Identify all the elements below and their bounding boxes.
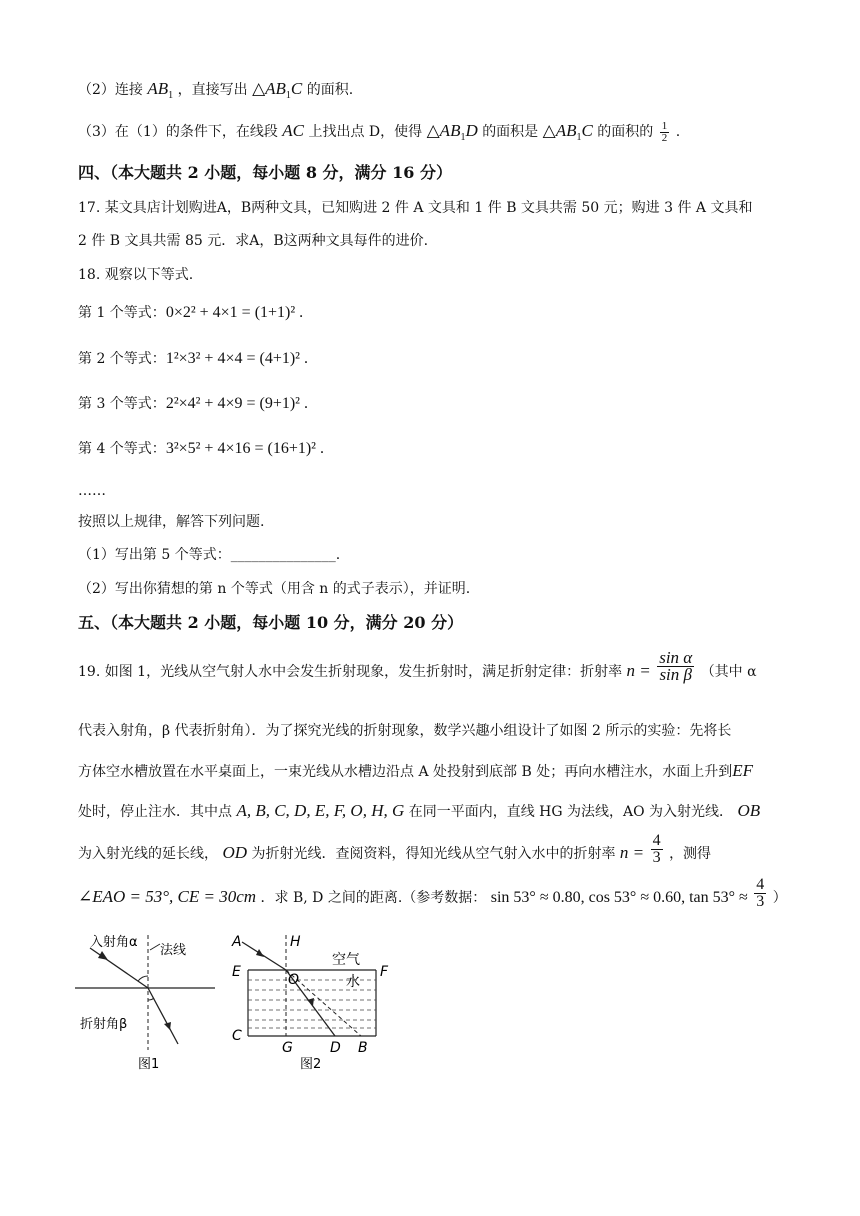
q19-line1-text-b: （其中 α [700, 664, 757, 680]
section5-heading: 五、（本大题共 2 小题，每小题 10 分，满分 20 分） [78, 613, 464, 632]
fraction-numerator: 4 [756, 875, 765, 893]
q18-rule: 按照以上规律，解答下列问题. [78, 514, 265, 530]
refracted-ray [148, 988, 178, 1044]
eq-expression: 2²×4² + 4×9 = (9+1)² . [165, 395, 308, 412]
q19-n-symbol2: n = [619, 843, 645, 862]
q16-part3-triangle2-sub: 1 [576, 131, 582, 143]
refracted-arrow-icon [164, 1022, 171, 1030]
normal-label-leader [150, 944, 160, 950]
q18-eq2 [78, 348, 308, 370]
q16-part2-text-c: 的面积. [306, 82, 354, 98]
q17-line2: 2 件 B 文具共需 85 元．求A，B这两种文具每件的进价. [78, 233, 429, 249]
q16-part3-text-a: （3）在（1）的条件下，在线段 [78, 124, 278, 140]
label-o: O [288, 972, 300, 988]
q19-line4 [78, 800, 760, 823]
figure-1-caption: 图1 [138, 1057, 160, 1072]
eq-label: 第 2 个等式： [78, 351, 166, 367]
q18-dots: …… [78, 483, 106, 499]
q16-part2-triangle: △AB [252, 79, 286, 98]
q16-part3 [78, 120, 680, 149]
incident-arrow-icon [98, 951, 108, 960]
eq-label: 第 3 个等式： [78, 396, 166, 412]
q18-part1: （1）写出第 5 个等式：_______________. [78, 547, 341, 563]
q19-line1-text: 19. 如图 1，光线从空气射人水中会发生折射现象，发生折射时，满足折射定律：折射率 [78, 664, 623, 680]
q19-ef: EF [732, 761, 753, 780]
q19-line5 [78, 831, 712, 866]
incidence-angle-arc [138, 976, 148, 981]
q18-eq4 [78, 438, 324, 460]
q19-line4-text-b: 在同一平面内，直线 HG 为法线，AO 为入射光线． [408, 804, 734, 820]
q19-line2: 代表入射角，β 代表折射角）．为了探究光线的折射现象，数学兴趣小组设计了如图 2 所示的实验：先将长 [78, 723, 732, 739]
q19-n-fraction [651, 833, 663, 866]
q19-measurement: ∠EAO = 53°, CE = 30cm [78, 887, 257, 906]
eq-label: 第 4 个等式： [78, 441, 166, 457]
q16-part3-text-d: 的面积的 [597, 124, 654, 140]
q16-part2 [78, 78, 353, 107]
q18-eq3 [78, 393, 308, 415]
label-d: D [330, 1040, 341, 1056]
q19-n-symbol: n = [626, 661, 651, 680]
q16-part3-fraction [660, 121, 670, 144]
eq-label: 第 1 个等式： [78, 305, 166, 321]
q16-part3-triangle2-c: C [581, 121, 593, 140]
q19-line1 [78, 647, 757, 684]
q16-part2-text-b: ，直接写出 [177, 82, 248, 98]
q19-refraction-fraction [657, 647, 694, 684]
incident-ray-ao [242, 942, 286, 970]
q16-part2-text-a: （2）连接 [78, 82, 143, 98]
q16-part3-text-e: . [675, 124, 681, 140]
q16-part2-triangle-sub: 1 [285, 89, 291, 101]
q19-line6 [78, 875, 787, 910]
q19-line5-text-a: 为入射光线的延长线， [78, 846, 218, 862]
q18-part2: （2）写出你猜想的第 n 个等式（用含 n 的式子表示），并证明. [78, 581, 471, 597]
label-a: A [232, 934, 242, 950]
fraction-numerator: 1 [661, 119, 668, 132]
eq-expression: 3²×5² + 4×16 = (16+1)² . [165, 440, 324, 457]
label-b: B [358, 1040, 368, 1056]
q19-tan-fraction [754, 877, 766, 910]
incident-arrow-icon [256, 949, 264, 957]
incidence-label: 入射角α [90, 935, 138, 950]
q18-intro: 18. 观察以下等式. [78, 267, 194, 283]
q19-reference-data: sin 53° ≈ 0.80, cos 53° ≈ 0.60, tan 53° ≈ [490, 889, 748, 906]
fraction-denominator: 3 [652, 848, 661, 866]
eq-expression: 0×2² + 4×1 = (1+1)² . [165, 304, 304, 321]
q19-line3-text: 方体空水槽放置在水平桌面上，一束光线从水槽边沿点 A 处投射到底部 B 处；再向水槽注水，水面上升到 [78, 764, 733, 780]
q16-part3-triangle1-d: D [465, 121, 478, 140]
water-label: 水 [346, 974, 360, 990]
refraction-angle-arc [148, 998, 154, 1000]
q16-part2-segment-sub: 1 [168, 89, 174, 101]
refraction-label: 折射角β [80, 1017, 128, 1032]
q19-line5-text-b: 为折射光线．查阅资料，得知光线从空气射入水中的折射率 [251, 846, 616, 862]
figure-2 [228, 930, 398, 1075]
section4-heading: 四、（本大题共 2 小题，每小题 8 分，满分 16 分） [78, 163, 452, 182]
q19-ob: OB [737, 801, 761, 820]
fraction-denominator: 3 [756, 892, 765, 910]
label-e: E [232, 964, 241, 980]
fraction-denominator: sin β [659, 664, 692, 684]
q18-eq1 [78, 302, 303, 324]
q17-line1: 17. 某文具店计划购进A，B两种文具，已知购进 2 件 A 文具和 1 件 B 文具共需 50 元；购进 3 件 A 文具和 [78, 200, 753, 216]
q16-part3-triangle1: △AB [426, 121, 461, 140]
fraction-numerator: sin α [659, 647, 693, 667]
q16-part3-segment: AC [282, 121, 305, 140]
fraction-denominator: 2 [661, 131, 668, 144]
q16-part3-triangle1-sub: 1 [460, 131, 466, 143]
label-c: C [232, 1028, 242, 1044]
q16-part2-triangle-c: C [290, 79, 303, 98]
figure-1 [70, 930, 220, 1075]
q16-part2-segment: AB [147, 79, 169, 98]
q19-line6-text-d: ） [772, 890, 787, 906]
q19-points: A, B, C, D, E, F, O, H, G [236, 801, 405, 820]
q16-part3-text-c: 的面积是 [482, 124, 539, 140]
air-label: 空气 [332, 952, 360, 968]
incident-ray [90, 948, 148, 988]
q19-line5-text-c: ，测得 [669, 846, 712, 862]
q19-line6-text-b: ．求 B, D 之间的距离.（参考数据： [260, 890, 487, 906]
figure-2-caption: 图2 [300, 1057, 322, 1072]
q19-line3 [78, 760, 753, 783]
label-h: H [290, 934, 301, 950]
q16-part3-text-b: 上找出点 D，使得 [308, 124, 423, 140]
label-g: G [282, 1040, 293, 1056]
label-f: F [380, 964, 389, 980]
eq-expression: 1²×3² + 4×4 = (4+1)² . [165, 350, 308, 367]
fraction-numerator: 4 [652, 831, 661, 849]
q19-od: OD [222, 843, 248, 862]
q16-part3-triangle2: △AB [542, 121, 577, 140]
normal-label: 法线 [160, 943, 187, 958]
q19-line4-text-a: 处时，停止注水．其中点 [78, 804, 232, 820]
